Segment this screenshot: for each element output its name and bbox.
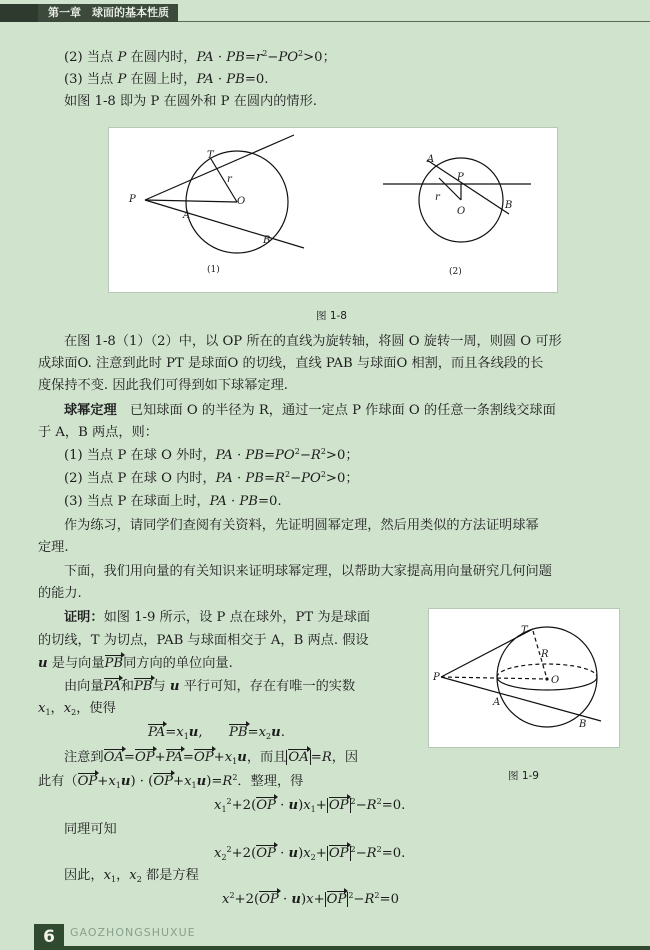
label-r: R xyxy=(541,649,549,660)
proof-title: 证明： xyxy=(64,610,104,625)
text: 都是方程 xyxy=(141,868,199,883)
page-footer xyxy=(0,918,650,950)
page-number: 6 xyxy=(34,924,64,950)
theorem-line-1 xyxy=(64,401,556,421)
line-on-circle: (3) 当点 P 在圆上时，PA · PB=0. xyxy=(64,72,269,87)
label-a: A xyxy=(493,697,501,708)
text: (3) 当点 P 在球面上时， xyxy=(64,494,210,509)
label-p: P xyxy=(129,194,136,205)
label-b: B xyxy=(263,235,271,246)
secant-line xyxy=(441,677,601,721)
text: (1) 当点 P 在球 O 外时， xyxy=(64,448,216,463)
chapter-header xyxy=(0,0,650,30)
equation-x1: $x_1^2+2(OP \cdot u)x_1+$ OP $^2-R^2=0$. xyxy=(214,797,406,814)
exercise-2: 定理. xyxy=(38,540,69,555)
equation-x2: $x_2^2+2(OP \cdot u)x_2+$ OP $^2-R^2=0$. xyxy=(214,845,406,862)
proof-line-4: 由向量PA和PB与 u 平行可知，存在有唯一的实数 xyxy=(64,677,355,697)
text: 注意到 xyxy=(64,750,104,765)
text: ．整理，得 xyxy=(237,774,304,789)
text: 与 xyxy=(152,679,170,694)
text: 由向量 xyxy=(64,679,104,694)
equation-vectors: $PA=x_1u$, $PB=x_2u$. xyxy=(148,725,285,741)
text: 和 xyxy=(120,679,134,694)
header-rule xyxy=(178,21,650,22)
text: ，而且 xyxy=(246,750,287,765)
sphere xyxy=(497,627,597,727)
label-b: B xyxy=(579,719,587,730)
text: 在圆上时， xyxy=(126,72,197,87)
text: (3) 当点 xyxy=(64,72,118,87)
label-o: O xyxy=(551,675,560,686)
case-outside: (1) 当点 P 在球 O 外时，PA · $PB=PO^2-R^2>0$； xyxy=(64,447,359,463)
label-o2: O xyxy=(457,206,466,217)
footer-rule xyxy=(64,946,650,950)
equator-back xyxy=(497,664,597,677)
label-a2: A xyxy=(427,154,435,165)
figure-1-8-svg xyxy=(109,128,557,292)
figure-1-9-caption: 图 1-9 xyxy=(508,770,539,782)
sub-caption-1: (1) xyxy=(207,265,220,275)
figure-1-8 xyxy=(108,127,558,293)
vector-intro-1: 下面，我们用向量的有关知识来证明球幂定理，以帮助大家提高用向量研究几何问题 xyxy=(64,564,552,579)
text: ，使得 xyxy=(76,701,116,716)
proof-line-3: u 是与向量PB同方向的单位向量. xyxy=(38,654,233,674)
text: 同方向的单位向量. xyxy=(123,656,233,671)
label-r: r xyxy=(227,174,232,185)
sub-caption-2: (2) xyxy=(449,267,462,277)
label-b2: B xyxy=(505,200,513,211)
chapter-title: 第一章 球面的基本性质 xyxy=(38,4,178,22)
vector-intro-2: 的能力. xyxy=(38,586,82,601)
tangent-line xyxy=(441,629,533,677)
therefore-line: 因此，$x_1$，$x_2$ 都是方程 xyxy=(64,868,199,884)
segment-po xyxy=(441,677,547,679)
center-dot xyxy=(545,677,548,680)
chord-ab xyxy=(427,160,509,214)
footer-brand: GAOZHONGSHUXUE xyxy=(70,926,196,939)
para-rotation-2: 成球面O. 注意到此时 PT 是球面O 的切线，直线 PAB 与球面O 相割，而且各线段的长 xyxy=(38,356,544,371)
figure-1-8-caption: 图 1-8 xyxy=(316,310,347,322)
label-o: O xyxy=(237,196,246,207)
label-p: P xyxy=(433,672,440,683)
text: 已知球面 O 的半径为 R，通过一定点 P 作球面 O 的任意一条割线交球面 xyxy=(116,403,556,418)
case-inside: (2) 当点 P 在球 O 内时，PA · $PB=R^2-PO^2>0$； xyxy=(64,470,359,486)
equation-general: $x^2+2(OP \cdot u)x+$ OP $^2-R^2=0$ xyxy=(222,890,399,910)
text: 因此， xyxy=(64,868,104,883)
text: 是与向量 xyxy=(47,656,105,671)
proof-hence: 此有$(OP+x_1u) \cdot (OP+x_1u)=R^2$．整理，得 xyxy=(38,773,304,790)
line-figure-intro: 如图 1-8 即为 P 在圆外和 P 在圆内的情形. xyxy=(64,94,317,109)
secant-line xyxy=(145,200,304,248)
label-a: A xyxy=(183,210,191,221)
header-bar xyxy=(0,4,38,22)
text: 平行可知，存在有唯一的实数 xyxy=(179,679,356,694)
theorem-title: 球幂定理 xyxy=(64,403,117,418)
text: 如图 1-9 所示，设 P 点在球外，PT 为是球面 xyxy=(103,610,371,625)
theorem-line-2: 于 A，B 两点，则： xyxy=(38,425,158,440)
case-on: (3) 当点 P 在球面上时，PA · PB=0. xyxy=(64,494,282,509)
same-reasoning: 同理可知 xyxy=(64,822,117,837)
tangent-line xyxy=(145,135,294,200)
exercise-1: 作为练习，请同学们查阅有关资料，先证明圆幂定理，然后用类似的方法证明球幂 xyxy=(64,518,539,533)
figure-1-9 xyxy=(428,608,620,748)
figure-1-9-svg xyxy=(429,609,619,747)
segment-po xyxy=(145,200,237,202)
text: 此有（ xyxy=(38,774,78,789)
para-rotation-3: 度保持不变. 因此我们可得到如下球幂定理. xyxy=(38,378,288,393)
proof-line-1 xyxy=(64,608,370,628)
line-inside-circle: (2) 当点 P 在圆内时，PA · $PB=r^2-PO^2>0$； xyxy=(64,49,336,65)
proof-line-2: 的切线，T 为切点，PAB 与球面相交于 A，B 两点. 假设 xyxy=(38,633,369,648)
para-rotation-1: 在图 1-8（1）（2）中，以 OP 所在的直线为旋转轴，将圆 O 旋转一周，则圆 O 可形 xyxy=(64,334,562,349)
text: ，因 xyxy=(331,750,359,765)
label-t: T xyxy=(521,625,528,636)
proof-note: 注意到$OA=OP+PA=OP+x_1u$，而且 OA =R，因 xyxy=(64,750,359,766)
text: (2) 当点 xyxy=(64,50,118,65)
proof-line-5: $x_1$，$x_2$，使得 xyxy=(38,701,116,717)
label-t: T xyxy=(207,150,214,161)
text: 在圆内时， xyxy=(126,50,197,65)
text: (2) 当点 P 在球 O 内时， xyxy=(64,471,216,486)
label-p2: P xyxy=(457,172,464,183)
label-r2: r xyxy=(435,192,440,203)
